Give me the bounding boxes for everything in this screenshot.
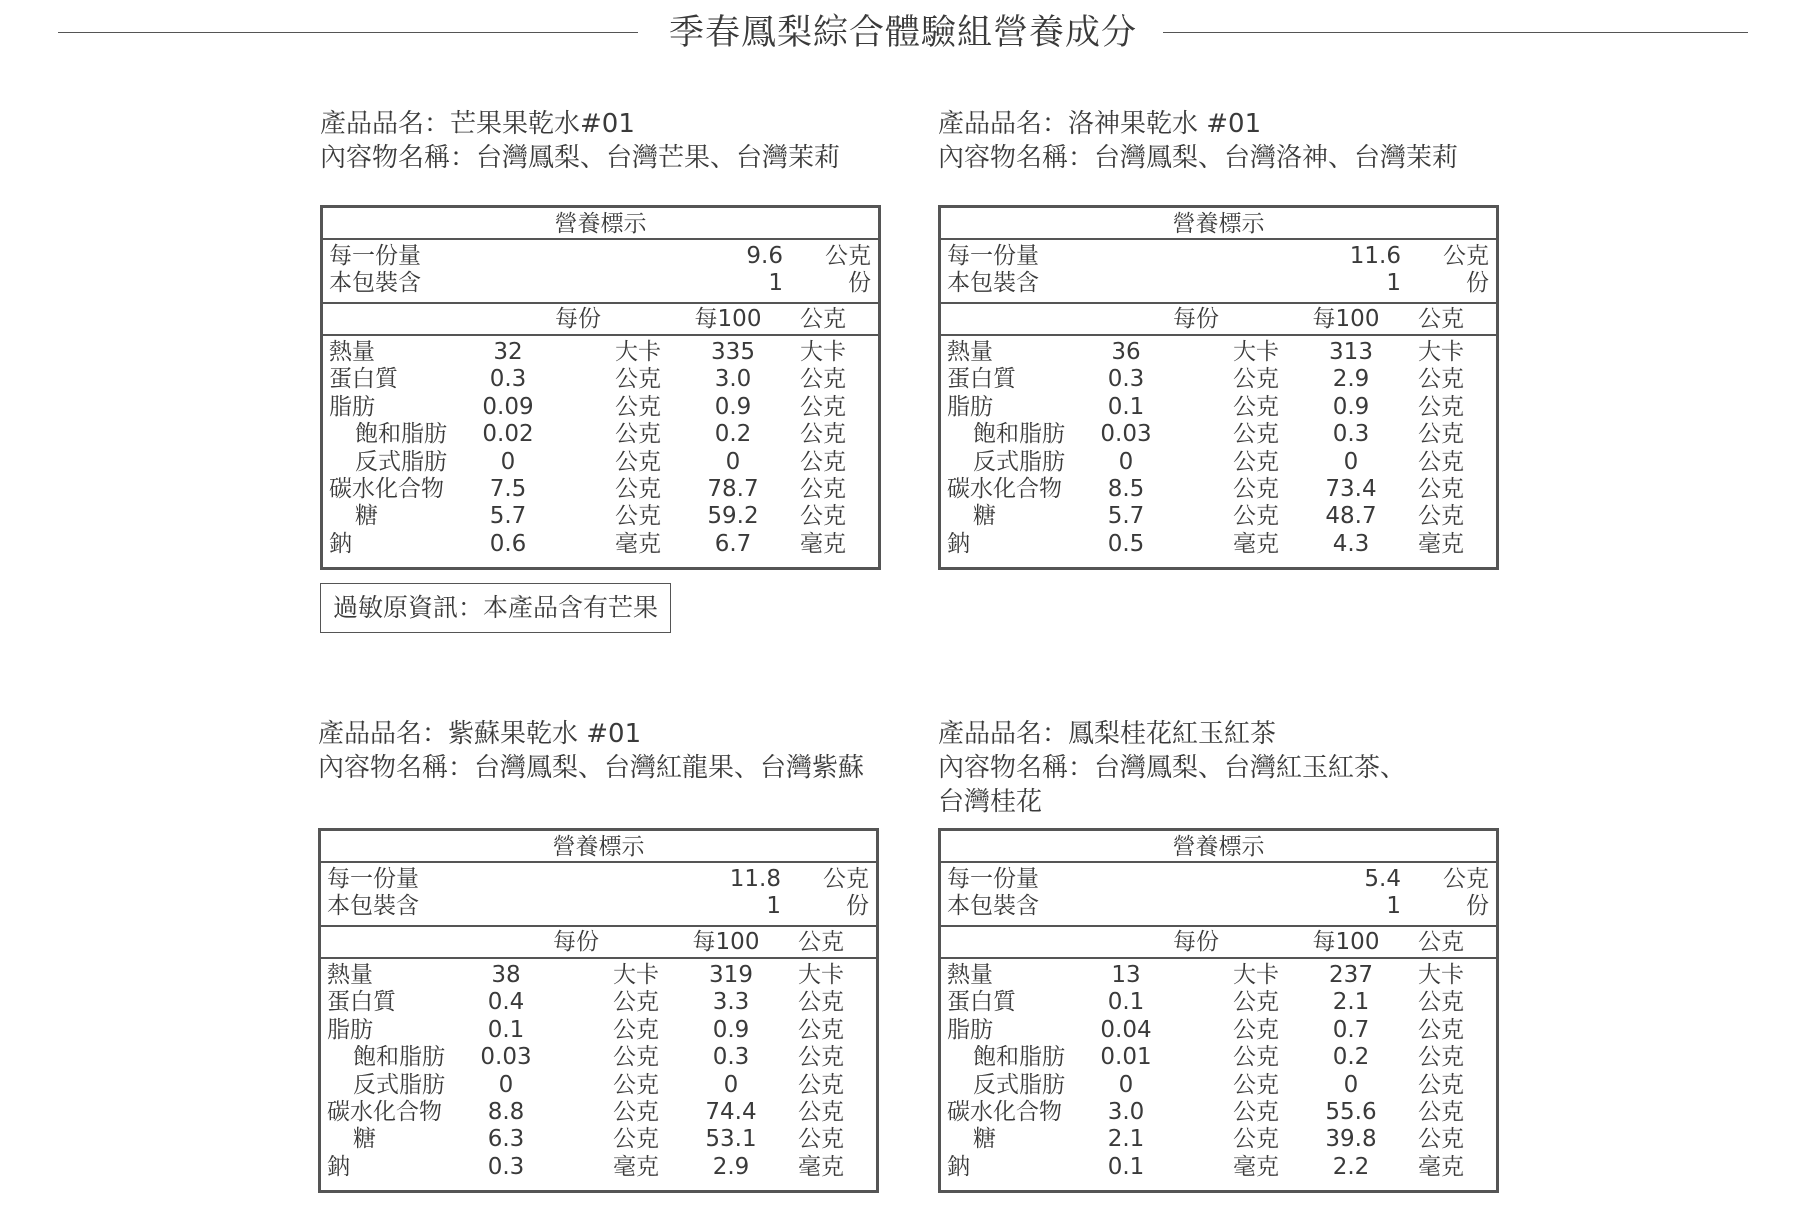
- title-row: [58, 14, 1748, 64]
- nutrient-per-100-unit: 毫克: [1418, 530, 1464, 557]
- nutrient-per-serving: 0.1: [1107, 1153, 1145, 1180]
- nutrient-name: 鈉: [947, 530, 970, 557]
- nutrient-per-100-unit: 公克: [1418, 1016, 1464, 1043]
- nutrient-per-serving: 13: [1111, 962, 1141, 988]
- nutrient-per-serving-unit: 毫克: [1233, 1153, 1279, 1180]
- nutrient-per-serving-unit: 公克: [1233, 366, 1279, 393]
- column-header-unit: 公克: [798, 929, 844, 955]
- column-header-per-100: 每100: [1312, 929, 1380, 955]
- product-name: 產品品名：鳳梨桂花紅玉紅茶: [938, 719, 1277, 749]
- nutrient-name: 蛋白質: [327, 989, 396, 1016]
- nutrient-name: 鈉: [947, 1153, 970, 1180]
- nutrient-per-serving-unit: 公克: [613, 1044, 659, 1071]
- servings-per-pack-unit: 份: [848, 270, 871, 296]
- nutrient-per-100-unit: 公克: [1418, 448, 1464, 475]
- allergen-info-box: 過敏原資訊：本產品含有芒果: [320, 583, 671, 633]
- nutrient-name: 脂肪: [947, 393, 993, 420]
- nutrient-per-100: 0: [1343, 1071, 1359, 1098]
- nutrient-per-serving-unit: 公克: [1233, 421, 1279, 448]
- nutrient-per-100-unit: 大卡: [1418, 339, 1464, 365]
- nutrient-per-100: 59.2: [707, 503, 759, 530]
- product-ingredients: 內容物名稱：台灣鳳梨、台灣紅玉紅茶、: [938, 753, 1407, 783]
- nutrient-per-serving: 0.01: [1100, 1044, 1152, 1071]
- nutrient-name: 熱量: [947, 339, 993, 365]
- servings-per-pack-value: 1: [1386, 270, 1401, 296]
- nutrient-per-serving: 8.5: [1107, 476, 1145, 502]
- servings-per-pack-unit: 份: [1466, 270, 1489, 296]
- column-header-per-100: 每100: [694, 306, 762, 332]
- nutrition-label-box: [938, 205, 1499, 570]
- nutrient-per-serving-unit: 大卡: [1233, 962, 1279, 988]
- nutrient-name: 糖: [353, 1126, 376, 1153]
- nutrient-per-serving-unit: 公克: [1233, 1044, 1279, 1071]
- divider: [323, 238, 878, 240]
- nutrient-name: 反式脂肪: [973, 448, 1065, 475]
- nutrient-per-100-unit: 大卡: [1418, 962, 1464, 988]
- nutrient-per-serving: 0.3: [487, 1153, 525, 1180]
- nutrient-name: 碳水化合物: [947, 1099, 1062, 1125]
- divider: [321, 957, 876, 959]
- nutrient-per-100-unit: 毫克: [798, 1153, 844, 1180]
- nutrient-per-100: 319: [709, 962, 753, 988]
- nutrient-per-serving-unit: 公克: [1233, 393, 1279, 420]
- nutrient-per-serving-unit: 公克: [613, 989, 659, 1016]
- nutrient-per-100: 0: [723, 1071, 739, 1098]
- divider: [941, 334, 1496, 336]
- nutrient-per-100: 0.7: [1332, 1016, 1370, 1043]
- product-name: 產品品名：洛神果乾水 #01: [938, 109, 1262, 139]
- servings-per-pack-value: 1: [768, 270, 783, 296]
- nutrient-per-100: 0.3: [1332, 421, 1370, 448]
- divider: [321, 861, 876, 863]
- nutrient-per-serving: 8.8: [487, 1099, 525, 1125]
- nutrient-per-serving: 0: [500, 448, 516, 475]
- nutrient-per-serving: 0.3: [489, 366, 527, 393]
- nutrient-per-serving: 0.04: [1100, 1016, 1152, 1043]
- nutrient-per-100: 237: [1329, 962, 1373, 988]
- nutrient-per-serving: 36: [1111, 339, 1141, 365]
- nutrient-per-100: 0.9: [1332, 393, 1370, 420]
- nutrient-per-serving-unit: 公克: [1233, 1099, 1279, 1125]
- nutrient-per-serving-unit: 公克: [1233, 1126, 1279, 1153]
- column-header-unit: 公克: [1418, 929, 1464, 955]
- nutrient-per-100: 3.3: [712, 989, 750, 1016]
- servings-per-pack-label: 本包裝含: [947, 270, 1039, 296]
- column-header-per-100: 每100: [692, 929, 760, 955]
- product-name: 產品品名：紫蘇果乾水 #01: [318, 719, 642, 749]
- nutrient-per-serving-unit: 公克: [1233, 989, 1279, 1016]
- serving-size-label: 每一份量: [327, 866, 419, 892]
- serving-size-label: 每一份量: [947, 243, 1039, 269]
- nutrient-per-100: 0: [725, 448, 741, 475]
- nutrient-per-serving-unit: 公克: [1233, 448, 1279, 475]
- nutrient-per-100: 313: [1329, 339, 1373, 365]
- nutrient-name: 脂肪: [327, 1016, 373, 1043]
- serving-size-unit: 公克: [1443, 866, 1489, 892]
- nutrient-per-100: 6.7: [714, 530, 752, 557]
- nutrient-per-serving: 0.5: [1107, 530, 1145, 557]
- nutrient-per-100-unit: 大卡: [800, 339, 846, 365]
- nutrient-per-100-unit: 公克: [1418, 1099, 1464, 1125]
- nutrient-per-serving-unit: 大卡: [615, 339, 661, 365]
- divider: [941, 957, 1496, 959]
- nutrient-per-serving: 0.09: [482, 393, 534, 420]
- product-ingredients: 內容物名稱：台灣鳳梨、台灣洛神、台灣茉莉: [938, 143, 1459, 173]
- nutrient-per-100-unit: 公克: [800, 503, 846, 530]
- nutrient-per-100-unit: 公克: [1418, 503, 1464, 530]
- product-header: [318, 717, 864, 785]
- nutrient-per-serving: 0.03: [1100, 421, 1152, 448]
- nutrient-name: 碳水化合物: [327, 1099, 442, 1125]
- nutrient-name: 熱量: [947, 962, 993, 988]
- serving-size-unit: 公克: [1443, 243, 1489, 269]
- page-title: 季春鳳梨綜合體驗組營養成分: [668, 13, 1137, 53]
- nutrient-per-100-unit: 公克: [1418, 366, 1464, 393]
- column-header-per-100: 每100: [1312, 306, 1380, 332]
- nutrient-per-serving: 0.1: [487, 1016, 525, 1043]
- nutrient-per-100-unit: 公克: [798, 989, 844, 1016]
- nutrient-per-serving-unit: 毫克: [613, 1153, 659, 1180]
- nutrition-label-box: [318, 828, 879, 1193]
- nutrient-per-100-unit: 毫克: [1418, 1153, 1464, 1180]
- nutrient-per-100: 0.2: [1332, 1044, 1370, 1071]
- nutrient-per-serving-unit: 公克: [615, 393, 661, 420]
- product-name: 產品品名：芒果果乾水#01: [320, 109, 635, 139]
- nutrient-name: 脂肪: [947, 1016, 993, 1043]
- divider: [941, 861, 1496, 863]
- nutrient-name: 蛋白質: [947, 366, 1016, 393]
- servings-per-pack-unit: 份: [1466, 893, 1489, 919]
- nutrient-per-100-unit: 公克: [798, 1016, 844, 1043]
- nutrient-per-100: 2.9: [1332, 366, 1370, 393]
- serving-size-value: 9.6: [746, 243, 783, 269]
- nutrient-per-100-unit: 公克: [800, 448, 846, 475]
- nutrient-per-serving-unit: 毫克: [1233, 530, 1279, 557]
- nutrient-name: 熱量: [329, 339, 375, 365]
- nutrient-per-100: 0.9: [712, 1016, 750, 1043]
- servings-per-pack-value: 1: [1386, 893, 1401, 919]
- divider: [941, 238, 1496, 240]
- nutrient-per-100-unit: 公克: [798, 1071, 844, 1098]
- nutrient-per-100: 335: [711, 339, 755, 365]
- nutrient-per-100-unit: 公克: [1418, 1071, 1464, 1098]
- nutrient-per-100-unit: 毫克: [800, 530, 846, 557]
- nutrient-per-serving-unit: 大卡: [613, 962, 659, 988]
- nutrient-per-100: 0: [1343, 448, 1359, 475]
- serving-size-label: 每一份量: [947, 866, 1039, 892]
- title-rule-left: [58, 32, 638, 33]
- nutrient-per-serving: 0.03: [480, 1044, 532, 1071]
- nutrient-name: 飽和脂肪: [973, 1044, 1065, 1071]
- nutrient-per-100-unit: 公克: [1418, 1126, 1464, 1153]
- serving-size-label: 每一份量: [329, 243, 421, 269]
- nutrient-per-100: 39.8: [1325, 1126, 1377, 1153]
- nutrient-name: 反式脂肪: [355, 448, 447, 475]
- nutrient-per-serving: 0: [1118, 1071, 1134, 1098]
- nutrient-per-serving: 38: [491, 962, 521, 988]
- nutrient-name: 脂肪: [329, 393, 375, 420]
- nutrition-label-box: [320, 205, 881, 570]
- nutrition-label-title: 營養標示: [554, 211, 647, 237]
- product-ingredients: 內容物名稱：台灣鳳梨、台灣芒果、台灣茉莉: [320, 143, 841, 173]
- nutrient-per-100-unit: 公克: [1418, 421, 1464, 448]
- nutrient-per-serving: 5.7: [489, 503, 527, 530]
- nutrient-per-100: 78.7: [707, 476, 759, 502]
- nutrient-per-100-unit: 公克: [798, 1099, 844, 1125]
- nutrient-name: 鈉: [329, 530, 352, 557]
- column-header-per-serving: 每份: [1173, 306, 1219, 332]
- nutrient-name: 鈉: [327, 1153, 350, 1180]
- nutrient-per-serving-unit: 公克: [1233, 476, 1279, 502]
- servings-per-pack-label: 本包裝含: [329, 270, 421, 296]
- nutrient-per-100: 73.4: [1325, 476, 1377, 502]
- nutrient-per-100: 0.3: [712, 1044, 750, 1071]
- serving-size-unit: 公克: [825, 243, 871, 269]
- nutrient-per-serving: 0.4: [487, 989, 525, 1016]
- divider: [321, 925, 876, 927]
- nutrient-per-100: 74.4: [705, 1099, 757, 1125]
- nutrient-per-serving-unit: 公克: [1233, 1016, 1279, 1043]
- nutrient-name: 反式脂肪: [353, 1071, 445, 1098]
- nutrient-per-100: 0.2: [714, 421, 752, 448]
- nutrient-name: 熱量: [327, 962, 373, 988]
- nutrient-per-serving-unit: 公克: [613, 1016, 659, 1043]
- nutrient-name: 糖: [973, 1126, 996, 1153]
- nutrient-per-100: 3.0: [714, 366, 752, 393]
- nutrient-name: 糖: [973, 503, 996, 530]
- nutrient-per-100-unit: 公克: [800, 421, 846, 448]
- product-header: [320, 107, 840, 175]
- nutrient-per-100-unit: 公克: [800, 393, 846, 420]
- divider: [323, 334, 878, 336]
- nutrient-per-100-unit: 公克: [1418, 1044, 1464, 1071]
- nutrition-label-box: [938, 828, 1499, 1193]
- nutrient-per-serving: 7.5: [489, 476, 527, 502]
- serving-size-value: 5.4: [1364, 866, 1401, 892]
- nutrient-per-serving: 0.3: [1107, 366, 1145, 393]
- nutrient-name: 糖: [355, 503, 378, 530]
- nutrient-per-100: 2.1: [1332, 989, 1370, 1016]
- column-header-per-serving: 每份: [1173, 929, 1219, 955]
- nutrient-per-100-unit: 公克: [798, 1044, 844, 1071]
- nutrient-per-serving: 0.1: [1107, 393, 1145, 420]
- servings-per-pack-value: 1: [766, 893, 781, 919]
- product-header: [938, 717, 1406, 819]
- nutrient-per-100-unit: 公克: [800, 476, 846, 502]
- nutrient-per-serving: 5.7: [1107, 503, 1145, 530]
- nutrient-per-serving-unit: 公克: [615, 476, 661, 502]
- nutrient-name: 反式脂肪: [973, 1071, 1065, 1098]
- nutrient-per-serving: 0: [498, 1071, 514, 1098]
- nutrient-per-serving-unit: 公克: [1233, 503, 1279, 530]
- nutrient-per-100-unit: 公克: [1418, 393, 1464, 420]
- column-header-per-serving: 每份: [555, 306, 601, 332]
- serving-size-value: 11.8: [729, 866, 781, 892]
- nutrient-per-serving: 0.1: [1107, 989, 1145, 1016]
- column-header-unit: 公克: [800, 306, 846, 332]
- nutrient-per-100-unit: 公克: [1418, 989, 1464, 1016]
- nutrient-name: 蛋白質: [329, 366, 398, 393]
- nutrient-name: 蛋白質: [947, 989, 1016, 1016]
- nutrient-per-100-unit: 公克: [1418, 476, 1464, 502]
- nutrition-label-title: 營養標示: [1172, 211, 1265, 237]
- title-rule-right: [1163, 32, 1748, 33]
- nutrient-per-100: 2.2: [1332, 1153, 1370, 1180]
- nutrient-name: 飽和脂肪: [355, 421, 447, 448]
- servings-per-pack-label: 本包裝含: [327, 893, 419, 919]
- nutrient-name: 碳水化合物: [947, 476, 1062, 502]
- product-ingredients: 內容物名稱：台灣鳳梨、台灣紅龍果、台灣紫蘇: [318, 753, 865, 783]
- nutrient-per-serving: 32: [493, 339, 523, 365]
- nutrient-per-serving-unit: 大卡: [1233, 339, 1279, 365]
- divider: [941, 925, 1496, 927]
- divider: [323, 302, 878, 304]
- nutrient-per-100-unit: 公克: [798, 1126, 844, 1153]
- servings-per-pack-label: 本包裝含: [947, 893, 1039, 919]
- nutrient-per-serving-unit: 公克: [615, 448, 661, 475]
- nutrient-per-serving: 3.0: [1107, 1099, 1145, 1125]
- nutrient-per-serving: 0.02: [482, 421, 534, 448]
- nutrient-per-serving-unit: 毫克: [615, 530, 661, 557]
- column-header-per-serving: 每份: [553, 929, 599, 955]
- nutrient-name: 飽和脂肪: [353, 1044, 445, 1071]
- nutrient-per-100: 2.9: [712, 1153, 750, 1180]
- servings-per-pack-unit: 份: [846, 893, 869, 919]
- nutrition-label-title: 營養標示: [552, 834, 645, 860]
- nutrient-per-100: 0.9: [714, 393, 752, 420]
- nutrient-per-serving-unit: 公克: [615, 366, 661, 393]
- nutrient-per-100: 55.6: [1325, 1099, 1377, 1125]
- nutrient-per-serving: 0.6: [489, 530, 527, 557]
- nutrient-per-serving-unit: 公克: [1233, 1071, 1279, 1098]
- nutrient-per-100-unit: 大卡: [798, 962, 844, 988]
- serving-size-value: 11.6: [1349, 243, 1401, 269]
- nutrient-per-100: 53.1: [705, 1126, 757, 1153]
- nutrient-per-100: 48.7: [1325, 503, 1377, 530]
- nutrient-per-100-unit: 公克: [800, 366, 846, 393]
- column-header-unit: 公克: [1418, 306, 1464, 332]
- divider: [941, 302, 1496, 304]
- nutrient-name: 碳水化合物: [329, 476, 444, 502]
- product-header: [938, 107, 1458, 175]
- nutrition-label-title: 營養標示: [1172, 834, 1265, 860]
- nutrient-per-serving-unit: 公克: [613, 1126, 659, 1153]
- nutrient-name: 飽和脂肪: [973, 421, 1065, 448]
- nutrient-per-serving-unit: 公克: [615, 421, 661, 448]
- nutrient-per-serving: 2.1: [1107, 1126, 1145, 1153]
- serving-size-unit: 公克: [823, 866, 869, 892]
- nutrient-per-serving-unit: 公克: [613, 1099, 659, 1125]
- nutrient-per-serving: 6.3: [487, 1126, 525, 1153]
- nutrient-per-serving-unit: 公克: [615, 503, 661, 530]
- product-ingredients: 台灣桂花: [938, 787, 1043, 817]
- nutrient-per-serving-unit: 公克: [613, 1071, 659, 1098]
- nutrient-per-serving: 0: [1118, 448, 1134, 475]
- nutrient-per-100: 4.3: [1332, 530, 1370, 557]
